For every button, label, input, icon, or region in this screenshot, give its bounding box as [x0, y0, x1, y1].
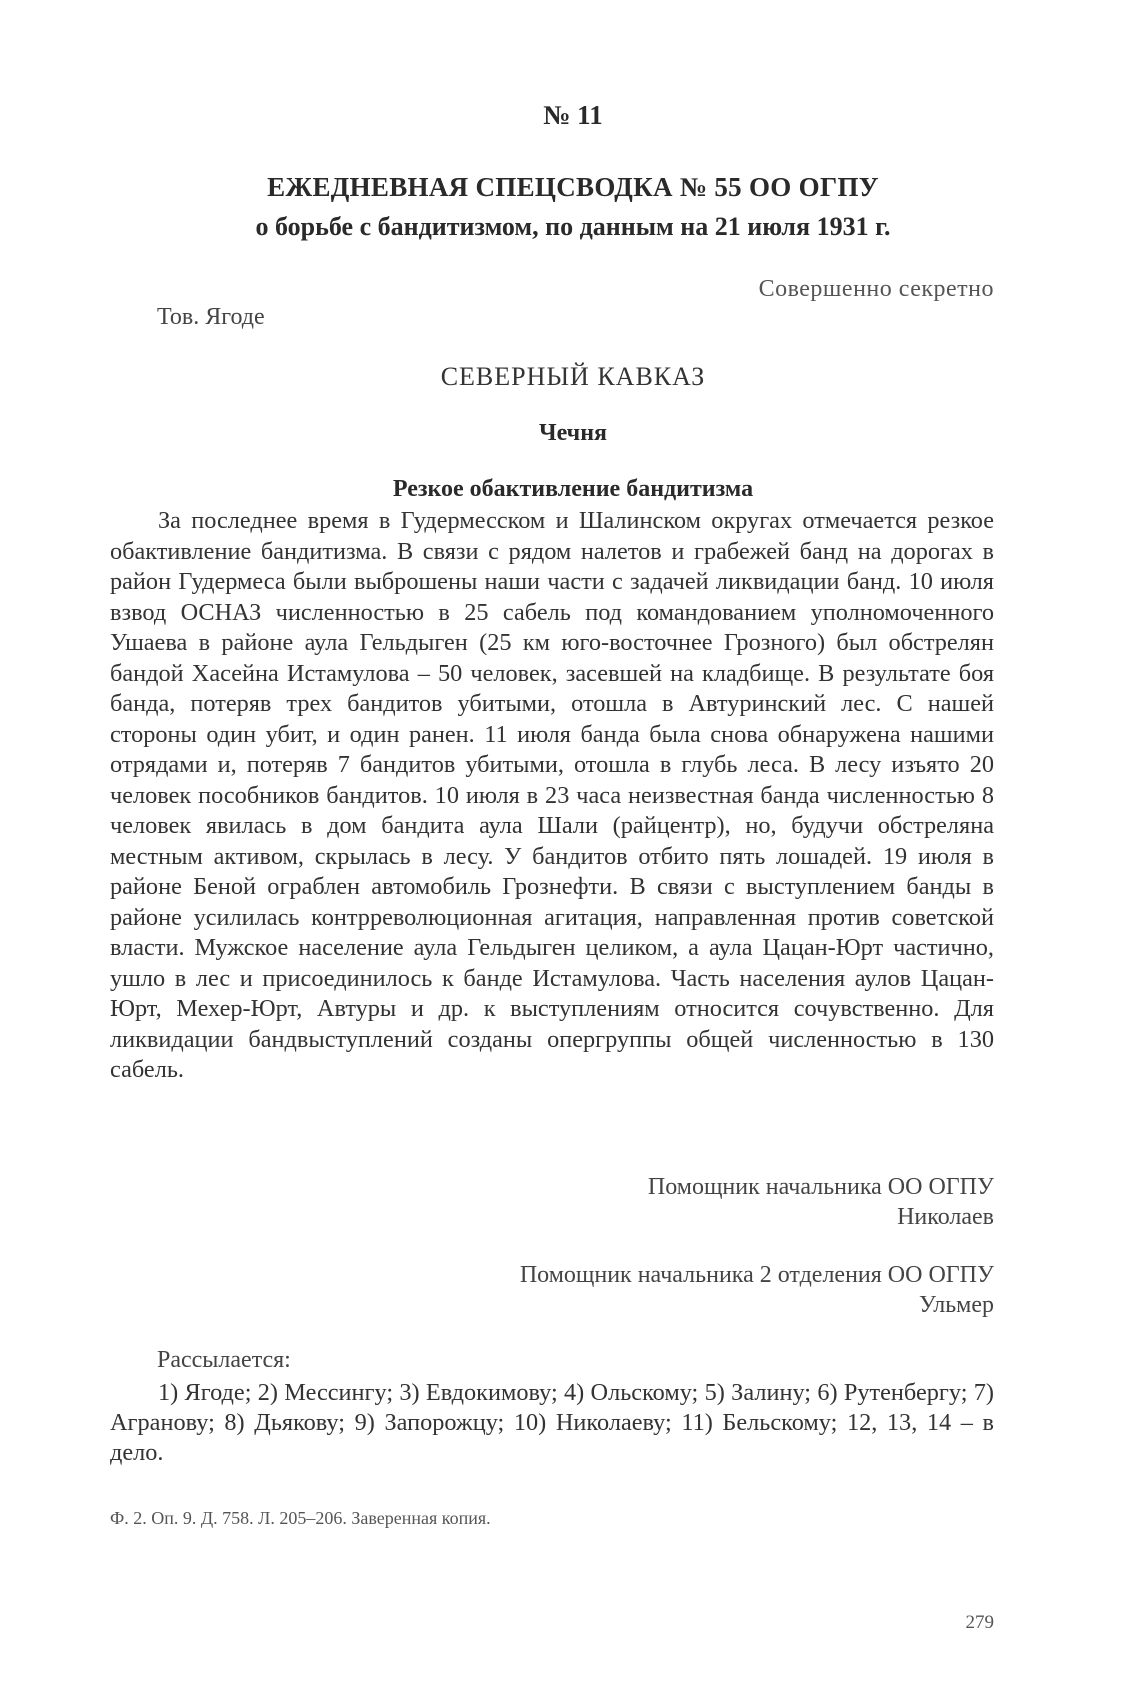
document-number: № 11 [543, 100, 603, 130]
signature-block [648, 1172, 994, 1232]
signature-name: Ульмер [918, 1292, 994, 1318]
subregion-heading: Чечня [538, 420, 607, 446]
report-body: За последнее время в Гудермесском и Шалинском округах отмечается резкое обактивление бандитизма. В связи с рядом налетов и грабежей банд на дорогах в район Гудермеса были выброшены наши части с задачей ликвидации банд. 10 июля взвод ОСНАЗ численностью в 25 сабель под командованием уполномоченного Ушаева в районе аула Гельдыген (25 км юго-восточнее Грозного) был обстрелян бандой Хасейна Истамулова – 50 человек, засевшей на кладбище. В результате боя банда, потеряв трех бандитов убитыми, отошла в Автуринский лес. С нашей стороны один убит, и один ранен. 11 июля банда была снова обнаружена нашими отрядами и, потеряв 7 бандитов убитыми, отошла в глубь леса. В лесу изъято 20 человек пособников бандитов. 10 июля в 23 часа неизвестная банда численностью 8 человек явилась в дом бандита аула Шали (райцентр), но, будучи обстреляна местным активом, скрылась в лесу. У бандитов отбито пять лошадей. 19 июля в районе Беной ограблен автомобиль Грознефти. В связи с выступлением банды в районе усилилась контрреволюционная агитация, направленная против советской власти. Мужское население аула Гельдыген целиком, а аула Цацан-Юрт частично, ушло в лес и присоединилось к банде Истамулова. Часть населения аулов Цацан-Юрт, Мехер-Юрт, Автуры и др. к выступлениям относится сочувственно. Для ликвидации бандвыступлений созданы опергруппы общей численностью в 130 сабель. [110, 507, 994, 1083]
signature-name: Николаев [897, 1204, 994, 1230]
signature-position: Помощник начальника 2 отделения ОО ОГПУ [519, 1262, 994, 1288]
document-title: ЕЖЕДНЕВНАЯ СПЕЦСВОДКА № 55 ОО ОГПУ [267, 172, 879, 202]
distribution-label: Рассылается: [157, 1347, 291, 1373]
region-heading: СЕВЕРНЫЙ КАВКАЗ [440, 362, 706, 391]
section-heading: Резкое обактивление бандитизма [392, 476, 754, 502]
page-number: 279 [965, 1612, 994, 1633]
addressee: Тов. Ягоде [157, 304, 265, 330]
document-subtitle: о борьбе с бандитизмом, по данным на 21 июля 1931 г. [255, 212, 891, 241]
archive-source-note: Ф. 2. Оп. 9. Д. 758. Л. 205–206. Заверенная копия. [110, 1508, 491, 1528]
signature-block [520, 1260, 994, 1320]
classification-stamp: Совершенно секретно [758, 276, 994, 302]
distribution-list: 1) Ягоде; 2) Мессингу; 3) Евдокимову; 4) Ольскому; 5) Залину; 6) Рутенбергу; 7) Агранову; 8) Дьякову; 9) Запорожцу; 10) Николаеву; 11) Бельскому; 12, 13, 14 – в дело. [110, 1379, 994, 1466]
signature-position: Помощник начальника ОО ОГПУ [647, 1174, 994, 1200]
